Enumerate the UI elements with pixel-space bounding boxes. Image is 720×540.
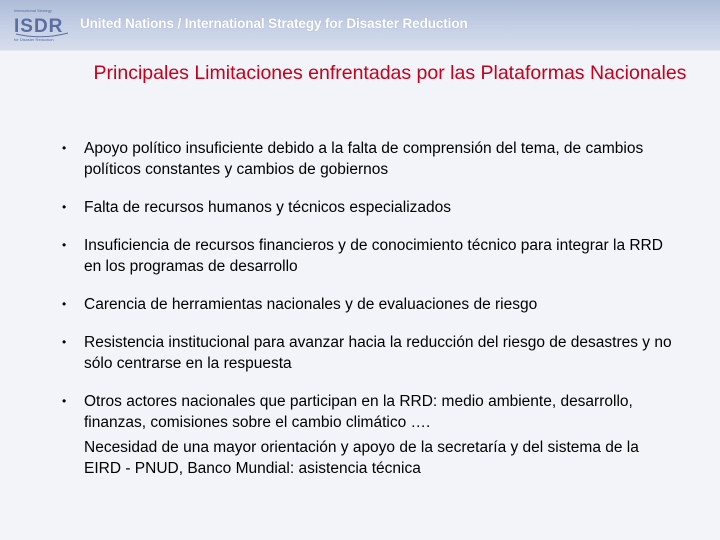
header-divider bbox=[0, 50, 720, 51]
bullet-marker: • bbox=[62, 200, 67, 214]
header-title: United Nations / International Strategy for Disaster Reduction bbox=[80, 16, 468, 31]
logo-caption-top: International Strategy bbox=[14, 8, 53, 13]
bullet-marker: • bbox=[62, 335, 67, 349]
bullet-text: Carencia de herramientas nacionales y de evaluaciones de riesgo bbox=[84, 296, 538, 313]
closing-note: Necesidad de una mayor orientación y apoyo de la secretaría y del sistema de la EIRD - PNUD, Banco Mundial: asistencia técnica bbox=[84, 439, 639, 477]
bullet-list bbox=[62, 138, 682, 450]
header-bar bbox=[0, 0, 720, 50]
logo-caption-bottom: for Disaster Reduction bbox=[14, 37, 54, 42]
bullet-marker: • bbox=[62, 394, 67, 408]
bullet-text: Otros actores nacionales que participan en la RRD: medio ambiente, desarrollo, finanzas, comisiones sobre el cambio climático …. bbox=[84, 393, 633, 431]
bullet-item bbox=[62, 294, 682, 315]
bullet-item bbox=[62, 138, 682, 180]
bullet-text: Apoyo político insuficiente debido a la falta de comprensión del tema, de cambios políticos constantes y cambios de gobiernos bbox=[84, 140, 644, 178]
bullet-item bbox=[62, 197, 682, 218]
bullet-item bbox=[62, 332, 682, 374]
bullet-marker: • bbox=[62, 141, 67, 155]
bullet-marker: • bbox=[62, 297, 67, 311]
logo-wordmark: ISDR bbox=[14, 16, 64, 37]
bullet-marker: • bbox=[62, 238, 67, 252]
bullet-text: Resistencia institucional para avanzar hacia la reducción del riesgo de desastres y no sólo centrarse en la respuesta bbox=[84, 334, 672, 372]
bullet-item bbox=[62, 391, 682, 433]
bullet-text: Insuficiencia de recursos financieros y de conocimiento técnico para integrar la RRD en los programas de desarrollo bbox=[84, 237, 663, 275]
isdr-logo bbox=[12, 5, 72, 43]
bullet-item bbox=[62, 235, 682, 277]
slide-title: Principales Limitaciones enfrentadas por las Plataformas Nacionales bbox=[93, 62, 687, 84]
bullet-text: Falta de recursos humanos y técnicos especializados bbox=[84, 199, 452, 216]
